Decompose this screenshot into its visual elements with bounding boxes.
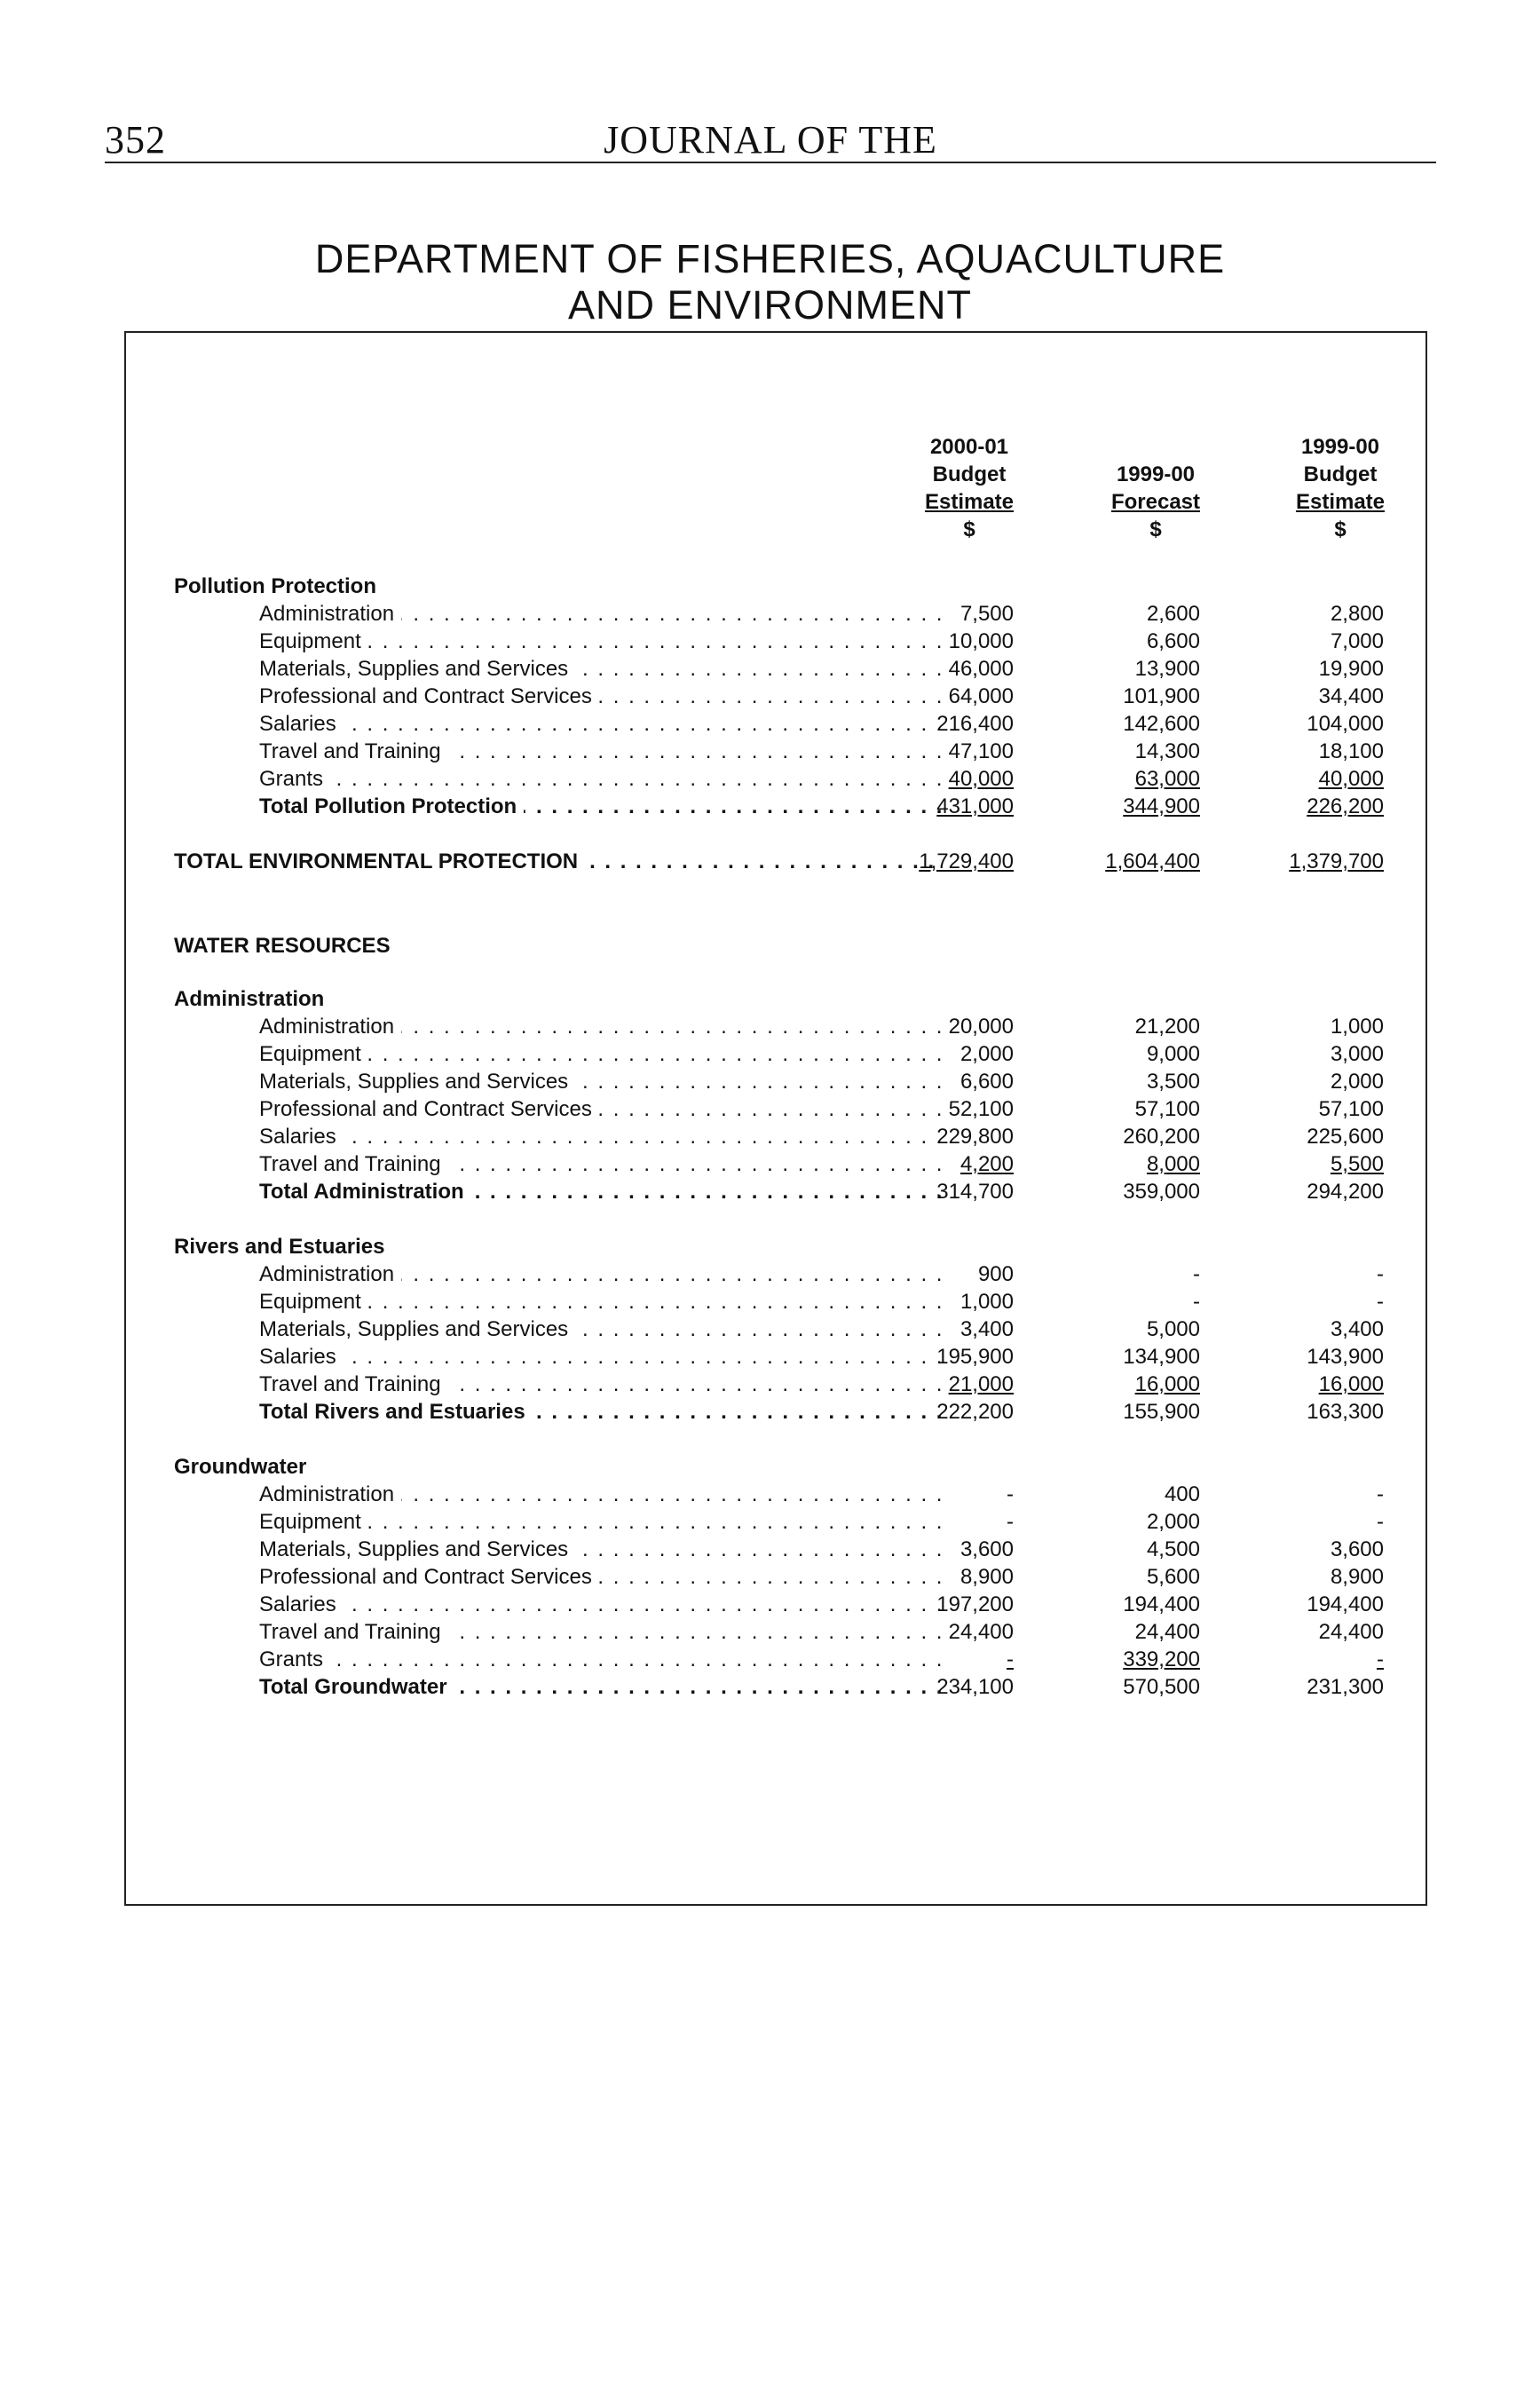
- row-label: Total Groundwater . . .: [259, 1673, 943, 1701]
- row-label: Travel and Training . . .: [259, 1618, 943, 1646]
- cell-col-1: 229,800: [936, 1125, 1014, 1149]
- cell-col-2: 142,600: [1123, 712, 1200, 736]
- row-label: Salaries . . .: [259, 1591, 943, 1618]
- row-label: Administration . . .: [259, 1013, 943, 1040]
- cell-col-3: 3,600: [1330, 1537, 1384, 1561]
- cell-col-2: -: [1193, 1290, 1200, 1314]
- table-row: [126, 1013, 1425, 1040]
- cell-col-2: 63,000: [1134, 767, 1200, 791]
- cell-col-2: 2,600: [1146, 602, 1200, 626]
- table-row: [126, 1508, 1425, 1536]
- cell-col-3: 40,000: [1318, 767, 1384, 791]
- table-row: [126, 628, 1425, 655]
- row-label: Professional and Contract Services . . .: [259, 1563, 943, 1591]
- cell-col-2: 13,900: [1134, 657, 1200, 681]
- cell-col-2: -: [1193, 1262, 1200, 1286]
- cell-col-2: 4,500: [1146, 1537, 1200, 1561]
- table-row: [126, 765, 1425, 793]
- table-row: [126, 1481, 1425, 1508]
- row-label: Grants . . .: [259, 765, 943, 793]
- row-label: Total Pollution Protection . . .: [259, 793, 943, 820]
- row-label: Materials, Supplies and Services . . .: [259, 655, 943, 683]
- row-label: Total Administration . . .: [259, 1178, 943, 1205]
- cell-col-1: 21,000: [948, 1372, 1014, 1396]
- row-label: TOTAL ENVIRONMENTAL PROTECTION . . .: [174, 848, 937, 875]
- row-label: Administration . . .: [259, 1260, 943, 1288]
- cell-col-2: 570,500: [1123, 1675, 1200, 1699]
- cell-col-2: 101,900: [1123, 684, 1200, 708]
- total-row: [126, 793, 1425, 820]
- page-title-line-1: DEPARTMENT OF FISHERIES, AQUACULTURE: [314, 236, 1226, 281]
- cell-col-2: 16,000: [1134, 1372, 1200, 1396]
- cell-col-1: 8,900: [960, 1565, 1014, 1589]
- cell-col-3: 24,400: [1318, 1620, 1384, 1644]
- cell-col-3: 7,000: [1330, 629, 1384, 653]
- cell-col-1: 20,000: [948, 1015, 1014, 1039]
- row-label: Pollution Protection: [174, 573, 857, 600]
- cell-col-1: 3,600: [960, 1537, 1014, 1561]
- row-label: Professional and Contract Services . . .: [259, 1095, 943, 1123]
- row-label: Salaries . . .: [259, 1123, 943, 1150]
- table-row: [126, 1646, 1425, 1673]
- cell-col-3: -: [1377, 1482, 1384, 1506]
- cell-col-3: 143,900: [1307, 1345, 1384, 1369]
- total-row: [126, 1673, 1425, 1701]
- table-row: [126, 1536, 1425, 1563]
- cell-col-1: 900: [977, 1262, 1014, 1286]
- cell-col-3: 2,800: [1330, 602, 1384, 626]
- cell-col-1: -: [1007, 1482, 1014, 1506]
- cell-col-1: 1,000: [960, 1290, 1014, 1314]
- row-label: Materials, Supplies and Services . . .: [259, 1316, 943, 1343]
- cell-col-1: 47,100: [948, 739, 1014, 763]
- table-row: [126, 683, 1425, 710]
- budget-table-frame: [124, 331, 1427, 1906]
- cell-col-2: 21,200: [1134, 1015, 1200, 1039]
- table-row: [126, 1618, 1425, 1646]
- cell-col-1: 7,500: [960, 602, 1014, 626]
- heading-row: [126, 932, 1425, 960]
- cell-col-2: 339,200: [1123, 1647, 1200, 1671]
- row-label: Equipment . . .: [259, 628, 943, 655]
- cell-col-1: 40,000: [948, 767, 1014, 791]
- table-row: [126, 1095, 1425, 1123]
- table-row: [126, 1123, 1425, 1150]
- cell-col-2: 9,000: [1146, 1042, 1200, 1066]
- cell-col-3: 3,400: [1330, 1317, 1384, 1341]
- row-label: Administration: [174, 985, 857, 1013]
- row-label: Administration . . .: [259, 1481, 943, 1508]
- column-header-2000-01-budget-estimate: 2000-01 Budget Estimate $: [924, 435, 1015, 541]
- cell-col-2: 194,400: [1123, 1592, 1200, 1616]
- table-row: [126, 1068, 1425, 1095]
- cell-col-3: -: [1377, 1290, 1384, 1314]
- table-row: [126, 1260, 1425, 1288]
- row-label: Materials, Supplies and Services . . .: [259, 1536, 943, 1563]
- cell-col-3: 194,400: [1307, 1592, 1384, 1616]
- cell-col-2: 155,900: [1123, 1400, 1200, 1424]
- cell-col-1: -: [1007, 1510, 1014, 1534]
- journal-title: JOURNAL OF THE: [604, 118, 937, 162]
- cell-col-1: -: [1007, 1647, 1014, 1671]
- grand-row: [126, 848, 1425, 875]
- cell-col-1: 314,700: [936, 1180, 1014, 1204]
- cell-col-2: 3,500: [1146, 1070, 1200, 1094]
- cell-col-1: 2,000: [960, 1042, 1014, 1066]
- cell-col-2: 2,000: [1146, 1510, 1200, 1534]
- row-label: Equipment . . .: [259, 1508, 943, 1536]
- cell-col-2: 344,900: [1123, 794, 1200, 818]
- cell-col-1: 431,000: [936, 794, 1014, 818]
- cell-col-3: 34,400: [1318, 684, 1384, 708]
- cell-col-3: 19,900: [1318, 657, 1384, 681]
- page-title-line-2: AND ENVIRONMENT: [567, 282, 973, 328]
- cell-col-3: 294,200: [1307, 1180, 1384, 1204]
- cell-col-3: 225,600: [1307, 1125, 1384, 1149]
- cell-col-2: 134,900: [1123, 1345, 1200, 1369]
- cell-col-1: 4,200: [960, 1152, 1014, 1176]
- cell-col-1: 46,000: [948, 657, 1014, 681]
- cell-col-1: 195,900: [936, 1345, 1014, 1369]
- row-label: Materials, Supplies and Services . . .: [259, 1068, 943, 1095]
- table-row: [126, 600, 1425, 628]
- cell-col-2: 57,100: [1134, 1097, 1200, 1121]
- table-row: [126, 1343, 1425, 1371]
- cell-col-3: 226,200: [1307, 794, 1384, 818]
- cell-col-3: 1,379,700: [1289, 849, 1384, 873]
- row-label: Grants . . .: [259, 1646, 943, 1673]
- table-row: [126, 1150, 1425, 1178]
- table-row: [126, 1563, 1425, 1591]
- row-label: Groundwater: [174, 1453, 857, 1481]
- table-row: [126, 738, 1425, 765]
- cell-col-3: -: [1377, 1510, 1384, 1534]
- cell-col-1: 234,100: [936, 1675, 1014, 1699]
- table-row: [126, 1371, 1425, 1398]
- section-row: [126, 1233, 1425, 1260]
- row-label: Travel and Training . . .: [259, 738, 943, 765]
- cell-col-1: 10,000: [948, 629, 1014, 653]
- cell-col-3: 3,000: [1330, 1042, 1384, 1066]
- table-row: [126, 1316, 1425, 1343]
- cell-col-2: 6,600: [1146, 629, 1200, 653]
- cell-col-1: 52,100: [948, 1097, 1014, 1121]
- cell-col-2: 1,604,400: [1105, 849, 1200, 873]
- cell-col-2: 400: [1164, 1482, 1200, 1506]
- cell-col-2: 5,600: [1146, 1565, 1200, 1589]
- cell-col-3: 1,000: [1330, 1015, 1384, 1039]
- cell-col-3: -: [1377, 1262, 1384, 1286]
- cell-col-2: 260,200: [1123, 1125, 1200, 1149]
- table-row: [126, 655, 1425, 683]
- cell-col-3: 16,000: [1318, 1372, 1384, 1396]
- row-label: Travel and Training . . .: [259, 1371, 943, 1398]
- cell-col-3: -: [1377, 1647, 1384, 1671]
- cell-col-3: 231,300: [1307, 1675, 1384, 1699]
- cell-col-3: 5,500: [1330, 1152, 1384, 1176]
- cell-col-2: 14,300: [1134, 739, 1200, 763]
- row-label: Rivers and Estuaries: [174, 1233, 857, 1260]
- total-row: [126, 1398, 1425, 1426]
- row-label: Administration . . .: [259, 600, 943, 628]
- row-label: Equipment . . .: [259, 1288, 943, 1316]
- row-label: Salaries . . .: [259, 1343, 943, 1371]
- cell-col-3: 163,300: [1307, 1400, 1384, 1424]
- page-number: 352: [105, 118, 166, 162]
- table-row: [126, 710, 1425, 738]
- cell-col-2: 24,400: [1134, 1620, 1200, 1644]
- row-label: Salaries . . .: [259, 710, 943, 738]
- cell-col-2: 359,000: [1123, 1180, 1200, 1204]
- row-label: Professional and Contract Services . . .: [259, 683, 943, 710]
- cell-col-1: 1,729,400: [919, 849, 1014, 873]
- cell-col-3: 8,900: [1330, 1565, 1384, 1589]
- cell-col-1: 64,000: [948, 684, 1014, 708]
- table-row: [126, 1040, 1425, 1068]
- cell-col-1: 24,400: [948, 1620, 1014, 1644]
- section-row: [126, 573, 1425, 600]
- cell-col-1: 216,400: [936, 712, 1014, 736]
- row-label: Total Rivers and Estuaries . . .: [259, 1398, 943, 1426]
- row-label: Travel and Training . . .: [259, 1150, 943, 1178]
- cell-col-1: 222,200: [936, 1400, 1014, 1424]
- cell-col-3: 104,000: [1307, 712, 1384, 736]
- column-header-1999-00-budget-estimate: 1999-00 Budget Estimate $: [1295, 435, 1386, 541]
- section-row: [126, 1453, 1425, 1481]
- cell-col-1: 197,200: [936, 1592, 1014, 1616]
- table-row: [126, 1591, 1425, 1618]
- cell-col-2: 8,000: [1146, 1152, 1200, 1176]
- row-label: WATER RESOURCES: [174, 932, 857, 960]
- total-row: [126, 1178, 1425, 1205]
- cell-col-1: 3,400: [960, 1317, 1014, 1341]
- column-header-1999-00-forecast: 1999-00 Forecast $: [1110, 462, 1201, 541]
- table-row: [126, 1288, 1425, 1316]
- row-label: Equipment . . .: [259, 1040, 943, 1068]
- cell-col-3: 2,000: [1330, 1070, 1384, 1094]
- cell-col-1: 6,600: [960, 1070, 1014, 1094]
- cell-col-2: 5,000: [1146, 1317, 1200, 1341]
- running-head: [105, 117, 1436, 163]
- section-row: [126, 985, 1425, 1013]
- cell-col-3: 57,100: [1318, 1097, 1384, 1121]
- cell-col-3: 18,100: [1318, 739, 1384, 763]
